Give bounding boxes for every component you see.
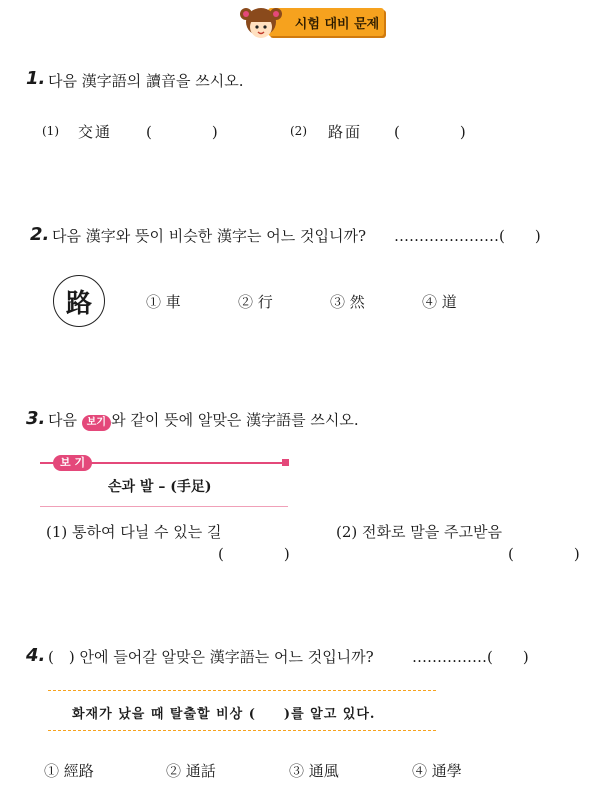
example-text: 손과 발 – (手足): [108, 479, 212, 495]
q3-item2-text: (2) 전화로 말을 주고받음: [336, 523, 502, 541]
q4-number: 4.: [26, 645, 46, 666]
sentence-box-top-line: [48, 690, 436, 691]
section-title-badge: [268, 8, 384, 36]
q3-item1-text: (1) 통하여 다닐 수 있는 길: [46, 523, 222, 541]
q4-option-1[interactable]: ① 經路: [44, 762, 94, 780]
q2-option-3[interactable]: ③ 然: [330, 293, 365, 311]
q2-option-2[interactable]: ② 行: [238, 293, 273, 311]
q2-option-4[interactable]: ④ 道: [422, 293, 457, 311]
sentence-box-bottom-line: [48, 730, 436, 731]
q4-option-2[interactable]: ② 通話: [166, 762, 216, 780]
q2-option-1[interactable]: ① 車: [146, 293, 181, 311]
q2-target-text: 路: [65, 288, 92, 319]
section-title: 시험 대비 문제: [294, 16, 380, 32]
q3-text-before: 다음: [48, 411, 77, 429]
q4-option-3[interactable]: ③ 通風: [289, 762, 339, 780]
example-box-bottom-line: [40, 506, 288, 507]
q3-number: 3.: [26, 408, 46, 429]
q1-item1-label: (1): [42, 124, 59, 138]
q2-number: 2.: [30, 224, 50, 245]
example-box-end-marker: [282, 459, 289, 466]
q3-example-pill: 보기: [82, 415, 111, 431]
q1-item2-word: 路面: [328, 123, 363, 141]
example-box-label: 보 기: [53, 455, 92, 471]
q3-text-after: 와 같이 뜻에 알맞은 漢字語를 쓰시오.: [111, 411, 359, 429]
q3-item2-blank[interactable]: ( ): [508, 545, 580, 563]
q1-item2-blank[interactable]: ( ): [394, 123, 466, 141]
girl-mascot-icon: [238, 0, 284, 46]
q2-text: 다음 漢字와 뜻이 비슷한 漢字는 어느 것입니까?: [52, 227, 367, 245]
q1-number: 1.: [26, 68, 46, 89]
q3-item1-blank[interactable]: ( ): [218, 545, 290, 563]
q3-text: [48, 409, 359, 431]
q1-item2-label: (2): [290, 124, 307, 138]
q4-text: ( ) 안에 들어갈 알맞은 漢字語는 어느 것입니까?: [48, 648, 374, 666]
q4-sentence: 화재가 났을 때 탈출할 비상 ( )를 알고 있다.: [72, 707, 376, 722]
q1-item1-blank[interactable]: ( ): [146, 123, 218, 141]
q1-item1-word: 交通: [78, 123, 113, 141]
q4-option-4[interactable]: ④ 通學: [412, 762, 462, 780]
q2-target-character: [53, 275, 105, 327]
q2-answer-blank[interactable]: …………………( ): [394, 227, 541, 245]
q1-text: 다음 漢字語의 讀音을 쓰시오.: [48, 72, 244, 90]
q4-answer-blank[interactable]: ……………( ): [412, 648, 529, 666]
